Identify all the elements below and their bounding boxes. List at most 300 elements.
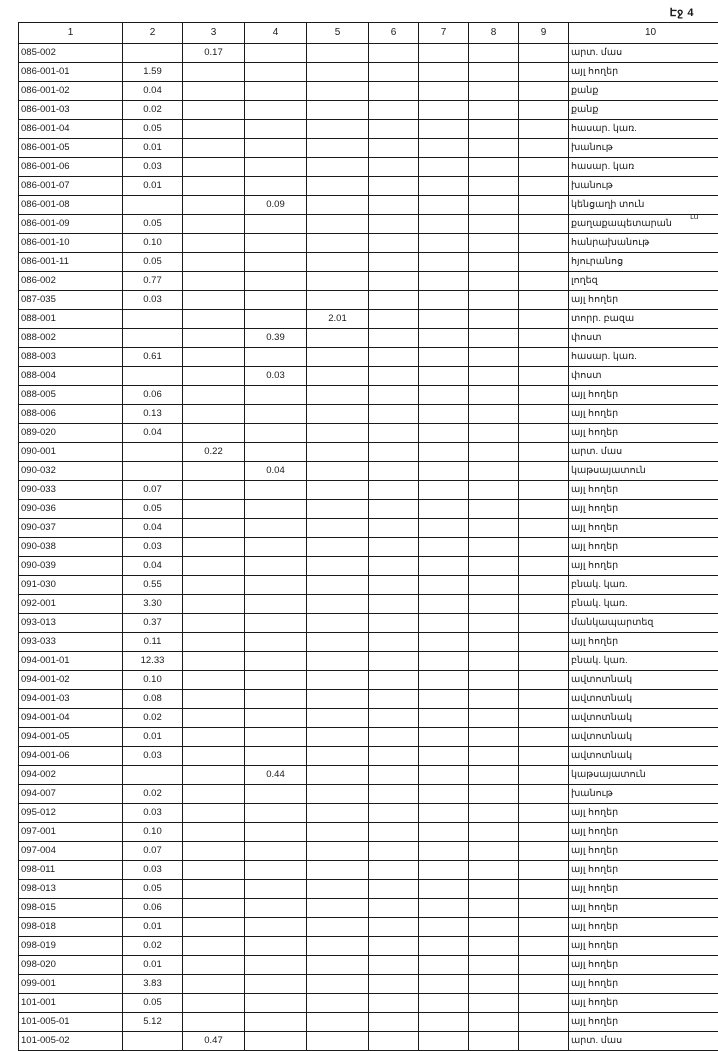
cell-value-col-8: [469, 139, 519, 158]
cell-parcel-code: 098-013: [19, 880, 123, 899]
cell-value-col-7: [419, 63, 469, 82]
cell-value-col-5: [307, 728, 369, 747]
cell-value-col-4: [245, 690, 307, 709]
table-row: [19, 614, 718, 633]
column-header-1: 1: [19, 23, 123, 44]
cell-land-use-type: փոստ: [569, 329, 718, 348]
cell-value-col-6: [369, 804, 419, 823]
cell-land-use-type: այլ հողեր: [569, 291, 718, 310]
cell-value-col-5: [307, 709, 369, 728]
cell-land-use-type: այլ հողեր: [569, 63, 718, 82]
cell-value-col-4: [245, 63, 307, 82]
cell-value-col-9: [519, 158, 569, 177]
cell-value-col-7: [419, 918, 469, 937]
cell-value-col-3: [183, 690, 245, 709]
cell-value-col-8: [469, 272, 519, 291]
cell-value-col-3: [183, 918, 245, 937]
cell-value-col-9: [519, 405, 569, 424]
cell-value-col-6: [369, 139, 419, 158]
cell-parcel-code: 086-001-05: [19, 139, 123, 158]
table-row: [19, 405, 718, 424]
cell-land-use-type: հասար. կառ: [569, 158, 718, 177]
cell-value-col-7: [419, 424, 469, 443]
cell-value-col-9: [519, 899, 569, 918]
cell-value-col-2: 12.33: [123, 652, 183, 671]
cell-value-col-8: [469, 253, 519, 272]
cell-value-col-6: [369, 1013, 419, 1032]
cell-value-col-7: [419, 595, 469, 614]
table-row: [19, 880, 718, 899]
cell-value-col-4: [245, 709, 307, 728]
cell-value-col-5: [307, 614, 369, 633]
cell-value-col-7: [419, 823, 469, 842]
cell-value-col-4: [245, 348, 307, 367]
column-header-8: 8: [469, 23, 519, 44]
cell-value-col-9: [519, 576, 569, 595]
cell-value-col-7: [419, 747, 469, 766]
cell-parcel-code: 088-005: [19, 386, 123, 405]
cell-value-col-5: [307, 956, 369, 975]
cell-value-col-2: 0.03: [123, 861, 183, 880]
cell-land-use-type: հասար. կառ.: [569, 120, 718, 139]
cell-value-col-2: 0.05: [123, 500, 183, 519]
cell-value-col-7: [419, 766, 469, 785]
cell-value-col-9: [519, 690, 569, 709]
cell-value-col-8: [469, 120, 519, 139]
cell-parcel-code: 094-001-01: [19, 652, 123, 671]
cell-value-col-2: 0.04: [123, 82, 183, 101]
cell-value-col-9: [519, 196, 569, 215]
cell-value-col-6: [369, 880, 419, 899]
table-row: [19, 728, 718, 747]
cell-value-col-3: [183, 158, 245, 177]
cell-parcel-code: 092-001: [19, 595, 123, 614]
cell-value-col-2: 0.01: [123, 177, 183, 196]
cell-parcel-code: 086-001-04: [19, 120, 123, 139]
cell-value-col-3: [183, 728, 245, 747]
cell-value-col-3: [183, 633, 245, 652]
cell-value-col-3: [183, 899, 245, 918]
cell-value-col-9: [519, 44, 569, 63]
cell-value-col-3: [183, 557, 245, 576]
cell-parcel-code: 086-001-10: [19, 234, 123, 253]
cell-value-col-4: 0.04: [245, 462, 307, 481]
cell-value-col-4: [245, 253, 307, 272]
cell-value-col-9: [519, 595, 569, 614]
table-row: [19, 481, 718, 500]
cell-parcel-code: 089-020: [19, 424, 123, 443]
land-registry-table: [18, 22, 718, 1051]
cell-value-col-2: 0.05: [123, 120, 183, 139]
cell-value-col-8: [469, 994, 519, 1013]
cell-value-col-9: [519, 880, 569, 899]
cell-parcel-code: 097-001: [19, 823, 123, 842]
cell-parcel-code: 101-005-02: [19, 1032, 123, 1051]
cell-value-col-8: [469, 937, 519, 956]
cell-value-col-6: [369, 690, 419, 709]
cell-value-col-6: [369, 709, 419, 728]
cell-value-col-6: [369, 1032, 419, 1051]
cell-value-col-6: [369, 519, 419, 538]
cell-value-col-9: [519, 633, 569, 652]
cell-value-col-8: [469, 557, 519, 576]
table-row: [19, 63, 718, 82]
cell-value-col-6: [369, 671, 419, 690]
cell-value-col-5: [307, 424, 369, 443]
cell-value-col-7: [419, 804, 469, 823]
cell-value-col-2: 0.05: [123, 215, 183, 234]
cell-value-col-3: [183, 538, 245, 557]
cell-value-col-5: [307, 462, 369, 481]
cell-value-col-5: [307, 120, 369, 139]
table-header-row: [19, 23, 718, 44]
cell-value-col-9: [519, 804, 569, 823]
cell-value-col-5: [307, 633, 369, 652]
cell-parcel-code: 093-033: [19, 633, 123, 652]
cell-value-col-5: [307, 690, 369, 709]
cell-value-col-8: [469, 918, 519, 937]
cell-value-col-7: [419, 728, 469, 747]
cell-value-col-2: 0.06: [123, 386, 183, 405]
cell-land-use-type: բնակ. կառ.: [569, 652, 718, 671]
cell-value-col-4: [245, 861, 307, 880]
cell-parcel-code: 086-001-11: [19, 253, 123, 272]
cell-value-col-8: [469, 519, 519, 538]
cell-value-col-9: [519, 861, 569, 880]
cell-value-col-7: [419, 880, 469, 899]
cell-value-col-5: [307, 177, 369, 196]
cell-parcel-code: 098-018: [19, 918, 123, 937]
cell-value-col-3: [183, 367, 245, 386]
cell-parcel-code: 091-030: [19, 576, 123, 595]
cell-parcel-code: 085-002: [19, 44, 123, 63]
column-header-4: 4: [245, 23, 307, 44]
cell-parcel-code: 098-019: [19, 937, 123, 956]
cell-value-col-4: [245, 158, 307, 177]
cell-land-use-type: այլ հողեր: [569, 405, 718, 424]
cell-value-col-2: 0.01: [123, 918, 183, 937]
cell-value-col-3: [183, 405, 245, 424]
cell-value-col-2: 0.03: [123, 158, 183, 177]
cell-value-col-6: [369, 405, 419, 424]
cell-value-col-3: [183, 842, 245, 861]
table-row: [19, 937, 718, 956]
cell-value-col-4: [245, 538, 307, 557]
cell-value-col-3: [183, 766, 245, 785]
cell-value-col-7: [419, 234, 469, 253]
cell-value-col-5: [307, 329, 369, 348]
cell-value-col-7: [419, 842, 469, 861]
cell-value-col-5: [307, 82, 369, 101]
table-row: [19, 253, 718, 272]
cell-value-col-7: [419, 253, 469, 272]
cell-value-col-9: [519, 177, 569, 196]
table-row: [19, 234, 718, 253]
cell-value-col-4: [245, 139, 307, 158]
cell-value-col-4: [245, 1032, 307, 1051]
cell-value-col-8: [469, 842, 519, 861]
cell-value-col-4: [245, 595, 307, 614]
cell-parcel-code: 094-001-06: [19, 747, 123, 766]
cell-value-col-6: [369, 310, 419, 329]
cell-value-col-9: [519, 120, 569, 139]
cell-value-col-5: [307, 386, 369, 405]
cell-value-col-8: [469, 880, 519, 899]
cell-value-col-6: [369, 386, 419, 405]
cell-value-col-4: [245, 842, 307, 861]
cell-value-col-4: [245, 405, 307, 424]
cell-value-col-8: [469, 785, 519, 804]
cell-land-use-type: այլ հողեր: [569, 823, 718, 842]
cell-value-col-7: [419, 272, 469, 291]
cell-value-col-5: [307, 481, 369, 500]
cell-land-use-type: խանութ: [569, 139, 718, 158]
cell-land-use-type: տորր. բազա: [569, 310, 718, 329]
cell-value-col-7: [419, 538, 469, 557]
cell-value-col-4: [245, 519, 307, 538]
cell-parcel-code: 093-013: [19, 614, 123, 633]
cell-value-col-3: [183, 424, 245, 443]
table-row: [19, 842, 718, 861]
cell-value-col-3: [183, 671, 245, 690]
cell-value-col-3: [183, 975, 245, 994]
table-row: [19, 139, 718, 158]
cell-value-col-3: [183, 576, 245, 595]
cell-value-col-9: [519, 348, 569, 367]
cell-value-col-5: [307, 1013, 369, 1032]
cell-value-col-4: [245, 880, 307, 899]
cell-value-col-6: [369, 557, 419, 576]
cell-value-col-2: 0.03: [123, 804, 183, 823]
cell-value-col-8: [469, 766, 519, 785]
cell-value-col-5: [307, 766, 369, 785]
cell-value-col-7: [419, 291, 469, 310]
cell-value-col-6: [369, 652, 419, 671]
cell-land-use-type: այլ հողեր: [569, 633, 718, 652]
cell-value-col-4: [245, 481, 307, 500]
cell-value-col-8: [469, 158, 519, 177]
cell-land-use-type: այլ հողեր: [569, 994, 718, 1013]
column-header-2: 2: [123, 23, 183, 44]
cell-value-col-8: [469, 443, 519, 462]
cell-value-col-3: [183, 880, 245, 899]
cell-value-col-6: [369, 215, 419, 234]
cell-value-col-9: [519, 519, 569, 538]
cell-value-col-7: [419, 44, 469, 63]
land-registry-table-container: [18, 22, 682, 1051]
table-row: [19, 310, 718, 329]
cell-value-col-7: [419, 576, 469, 595]
cell-value-col-5: [307, 595, 369, 614]
cell-value-col-2: 0.03: [123, 747, 183, 766]
cell-value-col-2: 0.08: [123, 690, 183, 709]
cell-value-col-5: [307, 747, 369, 766]
table-row: [19, 177, 718, 196]
cell-parcel-code: 090-001: [19, 443, 123, 462]
cell-value-col-5: [307, 804, 369, 823]
cell-value-col-5: [307, 405, 369, 424]
cell-value-col-5: [307, 671, 369, 690]
cell-value-col-3: 0.17: [183, 44, 245, 63]
cell-value-col-8: [469, 405, 519, 424]
cell-value-col-9: [519, 82, 569, 101]
cell-value-col-6: [369, 576, 419, 595]
cell-land-use-type: արտ. մաս: [569, 1032, 718, 1051]
cell-value-col-6: [369, 842, 419, 861]
table-row: [19, 158, 718, 177]
cell-value-col-9: [519, 538, 569, 557]
table-row: [19, 500, 718, 519]
cell-value-col-3: [183, 329, 245, 348]
cell-value-col-5: [307, 652, 369, 671]
cell-value-col-2: 0.02: [123, 101, 183, 120]
cell-value-col-8: [469, 747, 519, 766]
cell-parcel-code: 098-011: [19, 861, 123, 880]
cell-value-col-5: [307, 842, 369, 861]
cell-value-col-7: [419, 690, 469, 709]
cell-value-col-9: [519, 386, 569, 405]
cell-value-col-3: [183, 747, 245, 766]
cell-value-col-5: [307, 937, 369, 956]
cell-land-use-type: հանրախանութ: [569, 234, 718, 253]
cell-value-col-7: [419, 1013, 469, 1032]
cell-value-col-3: [183, 291, 245, 310]
cell-value-col-5: [307, 443, 369, 462]
cell-value-col-8: [469, 291, 519, 310]
table-row: [19, 215, 718, 234]
cell-value-col-8: [469, 462, 519, 481]
table-row: [19, 785, 718, 804]
cell-value-col-3: [183, 595, 245, 614]
cell-parcel-code: 094-001-02: [19, 671, 123, 690]
cell-value-col-7: [419, 405, 469, 424]
cell-value-col-8: [469, 690, 519, 709]
cell-value-col-6: [369, 196, 419, 215]
cell-land-use-type: այլ հողեր: [569, 481, 718, 500]
cell-value-col-4: [245, 82, 307, 101]
table-row: [19, 823, 718, 842]
cell-land-use-type: այլ հողեր: [569, 538, 718, 557]
cell-value-col-4: [245, 576, 307, 595]
cell-land-use-type: ավտոտնակ: [569, 690, 718, 709]
cell-value-col-8: [469, 728, 519, 747]
cell-value-col-9: [519, 918, 569, 937]
cell-value-col-3: [183, 101, 245, 120]
cell-land-use-type: բնակ. կառ.: [569, 576, 718, 595]
cell-value-col-5: [307, 899, 369, 918]
cell-value-col-6: [369, 177, 419, 196]
cell-value-col-4: [245, 652, 307, 671]
cell-value-col-9: [519, 956, 569, 975]
cell-value-col-2: 0.05: [123, 880, 183, 899]
cell-value-col-6: [369, 424, 419, 443]
cell-value-col-7: [419, 386, 469, 405]
cell-value-col-3: [183, 937, 245, 956]
cell-value-col-2: 0.55: [123, 576, 183, 595]
cell-value-col-4: [245, 272, 307, 291]
cell-value-col-3: [183, 63, 245, 82]
cell-value-col-4: [245, 899, 307, 918]
table-row: [19, 329, 718, 348]
cell-value-col-4: [245, 310, 307, 329]
cell-value-col-2: 0.02: [123, 937, 183, 956]
cell-value-col-9: [519, 709, 569, 728]
table-row: [19, 804, 718, 823]
cell-value-col-3: [183, 120, 245, 139]
cell-value-col-4: [245, 614, 307, 633]
table-body: [19, 44, 718, 1051]
column-header-7: 7: [419, 23, 469, 44]
cell-value-col-3: [183, 253, 245, 272]
cell-value-col-5: [307, 63, 369, 82]
cell-value-col-4: [245, 291, 307, 310]
cell-land-use-type: այլ հողեր: [569, 937, 718, 956]
cell-value-col-2: 0.10: [123, 234, 183, 253]
cell-value-col-3: [183, 386, 245, 405]
cell-value-col-8: [469, 1032, 519, 1051]
cell-value-col-5: [307, 785, 369, 804]
cell-value-col-8: [469, 614, 519, 633]
cell-value-col-2: 0.04: [123, 424, 183, 443]
cell-value-col-5: [307, 253, 369, 272]
cell-value-col-6: [369, 291, 419, 310]
cell-parcel-code: 086-001-03: [19, 101, 123, 120]
cell-value-col-4: 0.09: [245, 196, 307, 215]
table-row: [19, 272, 718, 291]
cell-value-col-2: [123, 462, 183, 481]
cell-value-col-8: [469, 386, 519, 405]
cell-land-use-type: այլ հողեր: [569, 424, 718, 443]
cell-value-col-2: [123, 44, 183, 63]
table-row: [19, 595, 718, 614]
table-row: [19, 101, 718, 120]
cell-parcel-code: 086-002: [19, 272, 123, 291]
cell-value-col-3: [183, 614, 245, 633]
cell-land-use-type: մանկապարտեզ: [569, 614, 718, 633]
cell-value-col-6: [369, 538, 419, 557]
cell-value-col-8: [469, 367, 519, 386]
cell-value-col-9: [519, 785, 569, 804]
cell-land-use-type: այլ հողեր: [569, 956, 718, 975]
table-row: [19, 671, 718, 690]
cell-value-col-9: [519, 272, 569, 291]
cell-value-col-5: [307, 576, 369, 595]
cell-value-col-6: [369, 329, 419, 348]
cell-value-col-4: 0.03: [245, 367, 307, 386]
table-row: [19, 1013, 718, 1032]
cell-value-col-8: [469, 804, 519, 823]
cell-land-use-type: խանութ: [569, 177, 718, 196]
cell-value-col-3: [183, 861, 245, 880]
cell-land-use-type: այլ հողեր: [569, 918, 718, 937]
cell-value-col-3: [183, 215, 245, 234]
cell-value-col-7: [419, 158, 469, 177]
cell-value-col-8: [469, 956, 519, 975]
cell-parcel-code: 090-032: [19, 462, 123, 481]
cell-value-col-8: [469, 709, 519, 728]
cell-value-col-2: 0.05: [123, 994, 183, 1013]
cell-value-col-5: [307, 994, 369, 1013]
cell-value-col-4: [245, 671, 307, 690]
cell-value-col-6: [369, 44, 419, 63]
cell-value-col-8: [469, 595, 519, 614]
cell-value-col-6: [369, 918, 419, 937]
cell-land-use-type: այլ հողեր: [569, 861, 718, 880]
cell-value-col-3: [183, 994, 245, 1013]
cell-value-col-3: [183, 481, 245, 500]
cell-land-use-type: այլ հողեր: [569, 519, 718, 538]
cell-value-col-5: [307, 918, 369, 937]
